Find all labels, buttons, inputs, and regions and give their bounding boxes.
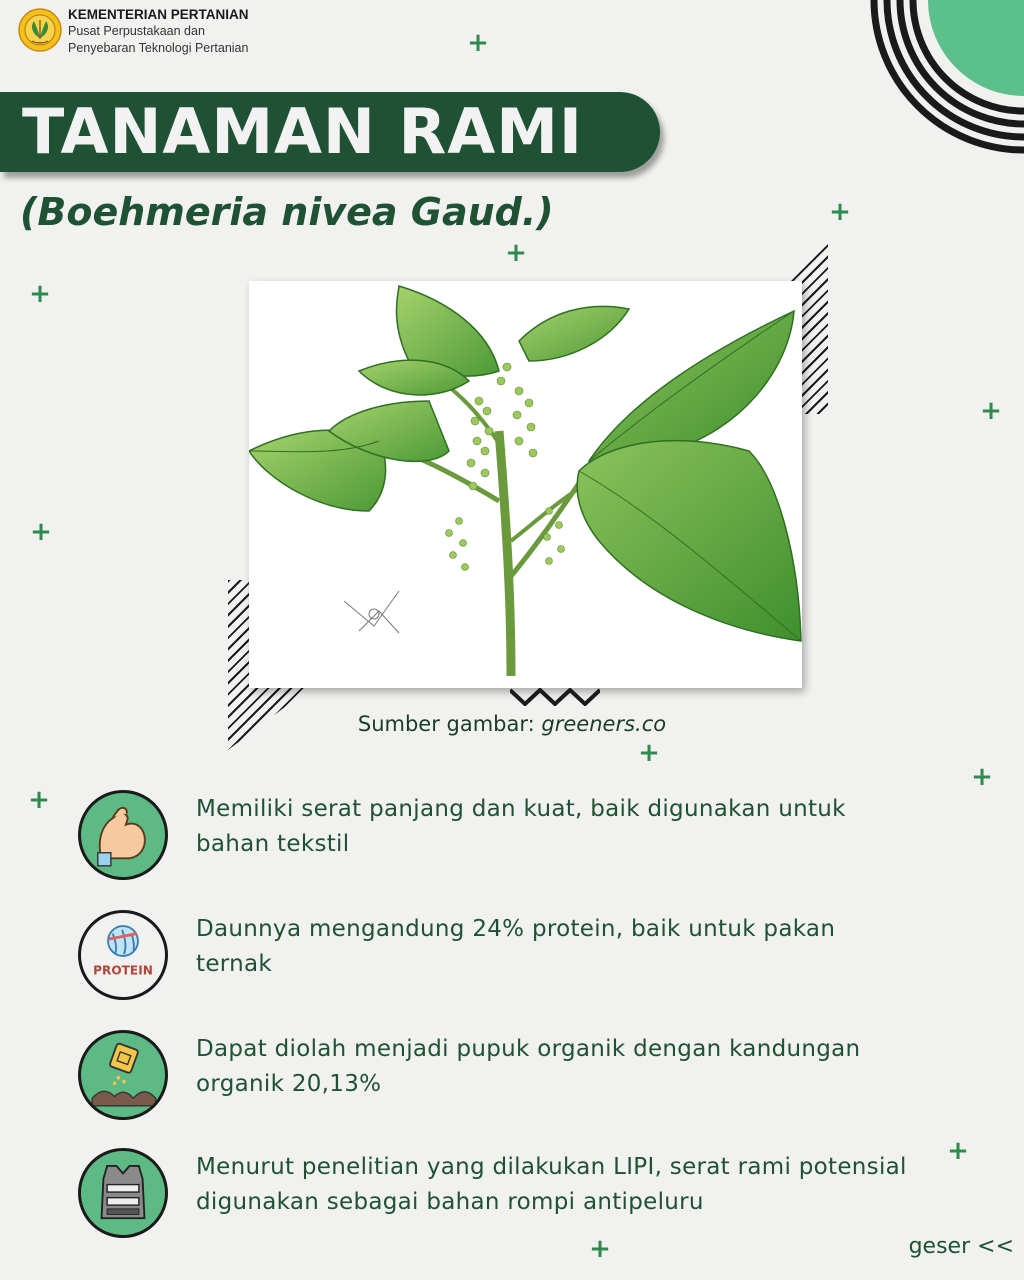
image-source-label: Sumber gambar: xyxy=(357,712,535,736)
protein-icon xyxy=(78,910,168,1000)
fact-item xyxy=(78,790,938,882)
swipe-next-hint[interactable]: geser << xyxy=(908,1234,1014,1259)
fact-item xyxy=(78,910,938,1002)
ramie-plant-illustration xyxy=(249,281,802,688)
scientific-name: (Boehmeria nivea Gaud.) xyxy=(20,190,554,234)
fact-item xyxy=(78,1030,938,1122)
plus-decoration: + xyxy=(980,396,1002,426)
plus-decoration: + xyxy=(947,1136,969,1166)
plus-decoration: + xyxy=(505,238,527,268)
plus-decoration: + xyxy=(30,517,52,547)
fertilizer-bag-icon xyxy=(78,1030,168,1120)
org-sub-line2: Penyebaran Teknologi Pertanian xyxy=(68,41,249,55)
corner-arcs-decoration xyxy=(854,0,1024,180)
org-header xyxy=(68,6,249,57)
plus-decoration: + xyxy=(971,762,993,792)
plant-image xyxy=(249,281,802,688)
muscle-arm-icon xyxy=(78,790,168,880)
ministry-logo-icon xyxy=(18,8,62,52)
plus-decoration: + xyxy=(638,738,660,768)
page-title: TANAMAN RAMI xyxy=(22,95,583,168)
image-source-caption xyxy=(0,712,1024,736)
plus-decoration: + xyxy=(589,1234,611,1264)
org-name: KEMENTERIAN PERTANIAN xyxy=(68,7,249,22)
fact-item xyxy=(78,1148,938,1240)
fact-text: Daunnya mengandung 24% protein, baik untuk pakan ternak xyxy=(196,916,836,977)
plus-decoration: + xyxy=(467,28,489,58)
plus-decoration: + xyxy=(29,279,51,309)
plus-decoration: + xyxy=(28,785,50,815)
fact-text: Dapat diolah menjadi pupuk organik dengan kandungan organik 20,13% xyxy=(196,1036,861,1097)
zigzag-decoration xyxy=(510,688,600,706)
image-source-site: greeners.co xyxy=(541,712,667,736)
org-sub-line1: Pusat Perpustakaan dan xyxy=(68,24,205,38)
bulletproof-vest-icon xyxy=(78,1148,168,1238)
protein-icon-label: PROTEIN xyxy=(93,963,153,978)
plus-decoration: + xyxy=(829,197,851,227)
fact-text: Menurut penelitian yang dilakukan LIPI, serat rami potensial digunakan sebagai bahan rompi antipeluru xyxy=(196,1154,907,1215)
fact-text: Memiliki serat panjang dan kuat, baik digunakan untuk bahan tekstil xyxy=(196,796,846,857)
